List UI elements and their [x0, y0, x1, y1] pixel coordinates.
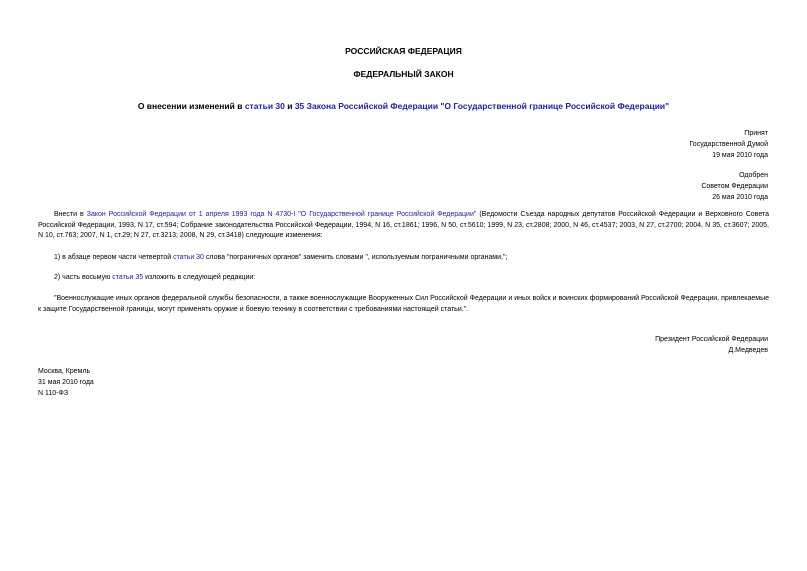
country-heading: РОССИЙСКАЯ ФЕДЕРАЦИЯ — [345, 46, 462, 56]
title-mid: и — [284, 101, 295, 111]
item-1-rest: слова "пограничных органов" заменить словами ", используемым пограничными органами,"; — [203, 254, 508, 261]
item-2-rest: изложить в следующей редакции: — [143, 274, 256, 281]
footer-date: 31 мая 2010 года — [38, 379, 94, 386]
approved-date: 26 мая 2010 года — [712, 194, 768, 201]
law-title — [0, 101, 807, 111]
intro-paragraph — [38, 210, 769, 242]
title-prefix: О внесении изменений в — [137, 101, 245, 111]
signature-name: Д.Медведев — [728, 347, 768, 354]
approved-label: Одобрен — [739, 172, 768, 179]
footer-number: N 110-ФЗ — [38, 390, 69, 397]
item-2-article-35-link[interactable]: статьи 35 — [112, 274, 144, 281]
adopted-date: 19 мая 2010 года — [712, 152, 768, 159]
signature-block — [655, 334, 768, 356]
quote-paragraph: "Военнослужащие иных органов федеральной службы безопасности, а также военнослужащие Вооруженных Сил Российской Федерации и иных войск и воинских формирований Российской Федерации, привлекаемые к защите Государственной границы, могут применять оружие и боевую технику в соответствии с требованиями настоящей статьи.". — [38, 295, 769, 313]
title-link-article-35[interactable]: 35 Закона Российской Федерации "О Государственной границе Российской Федерации" — [294, 101, 670, 111]
approved-block — [701, 170, 768, 203]
intro-rest: (Ведомости Съезда народных депутатов Российской Федерации и Верховного Совета Российской Федерации, 1993, N 17, ст.594; Собрание законодательства Российской Федерации, 1994, N 16, ст.1861; 1996, N 50, ст.5610; 1999, N 23, ст.2808; 2000, N 46, ст.4537; 2003, N 27, ст.2700; 2004, N 35, ст.3607; 2005, N 10, ст.763; 2007, N 1, ст.29; N 27, ст.3213; 2008, N 29, ст.3418) следующие изменения: — [38, 211, 770, 239]
footer-place: Москва, Кремль — [38, 368, 91, 375]
doc-type-heading: ФЕДЕРАЛЬНЫЙ ЗАКОН — [353, 69, 454, 79]
approved-body: Советом Федерации — [701, 183, 768, 190]
item-1-article-30-link[interactable]: статьи 30 — [173, 254, 204, 261]
adopted-body: Государственной Думой — [689, 141, 768, 148]
item-1-prefix: 1) в абзаце первом части четвертой — [54, 254, 174, 261]
item-2-paragraph — [38, 273, 769, 284]
item-1-paragraph — [38, 253, 769, 264]
adopted-label: Принят — [744, 130, 768, 137]
intro-law-link[interactable]: Закон Российской Федерации от 1 апреля 1993 года N 4730-I "О Государственной границе Российской Федерации" — [86, 211, 477, 218]
signature-position: Президент Российской Федерации — [655, 336, 768, 343]
title-link-article-30[interactable]: статьи 30 — [244, 101, 285, 111]
footer-block — [38, 366, 94, 399]
adopted-block — [689, 128, 768, 161]
intro-prefix: Внести в — [54, 211, 87, 218]
item-2-prefix: 2) часть восьмую — [54, 274, 113, 281]
